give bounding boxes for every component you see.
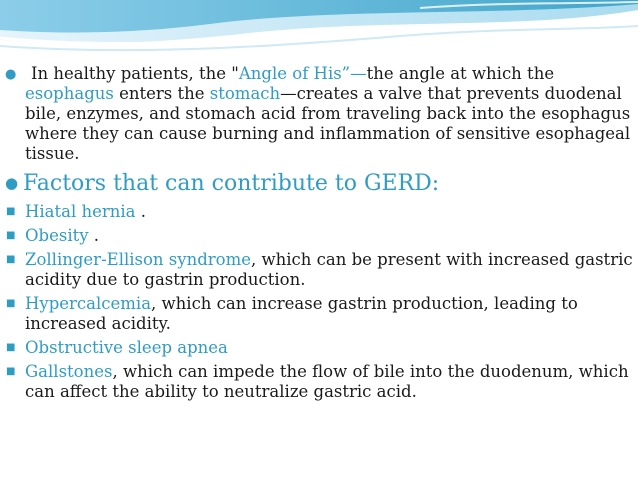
slide-content [5, 64, 633, 402]
text-run: , which can impede the flow of bile into the duodenum, which can affect the ability to neutralize gastric acid. [25, 362, 629, 401]
factor-item [5, 202, 633, 222]
factor-list [5, 202, 633, 402]
factor-item [5, 362, 633, 402]
square-bullet-icon: ■ [6, 342, 16, 353]
square-bullet-icon: ■ [6, 230, 16, 241]
factor-item [5, 250, 633, 290]
round-bullet-icon: ● [5, 174, 19, 192]
factor-text [5, 338, 633, 358]
factors-heading-item [5, 170, 633, 198]
header-wave-decoration [0, 0, 638, 62]
text-run: , which can be present with increased gastric acidity due to gastrin production. [25, 250, 633, 289]
factor-item [5, 338, 633, 358]
square-bullet-icon: ■ [6, 298, 16, 309]
intro-bullet-item [5, 64, 633, 164]
square-bullet-icon: ■ [6, 206, 16, 217]
square-bullet-icon: ■ [6, 254, 16, 265]
text-run: the angle at which the [366, 64, 555, 83]
text-run: —creates a valve that prevents duodenal bile, enzymes, and stomach acid from traveling back into the esophagus where they can cause burning and inflammation of sensitive esophageal tissue. [25, 84, 631, 163]
factor-item [5, 226, 633, 246]
text-run: . [135, 202, 147, 221]
factor-text [5, 202, 633, 222]
text-run: , which can increase gastrin production, leading to increased acidity. [25, 294, 578, 333]
factor-text [5, 362, 633, 402]
square-bullet-icon: ■ [6, 366, 16, 377]
text-run: In healthy patients, the " [31, 64, 239, 83]
highlight-term: Zollinger-Ellison syndrome [25, 250, 252, 269]
factor-text [5, 294, 633, 334]
highlight-term: esophagus [25, 84, 114, 103]
factors-heading: Factors that can contribute to GERD: [23, 171, 440, 196]
round-bullet-icon: ● [5, 67, 17, 82]
highlight-term: Obstructive sleep apnea [25, 338, 228, 357]
factor-item [5, 294, 633, 334]
highlight-term: Angle of His”— [238, 64, 367, 83]
highlight-term: Obesity [25, 226, 89, 245]
text-run: . [88, 226, 100, 245]
highlight-term: Hypercalcemia [25, 294, 152, 313]
text-run: enters the [113, 84, 210, 103]
highlight-term: Hiatal hernia [25, 202, 136, 221]
factor-text [5, 250, 633, 290]
factor-text [5, 226, 633, 246]
highlight-term: Gallstones [25, 362, 113, 381]
highlight-term: stomach [209, 84, 281, 103]
intro-text [5, 64, 633, 164]
